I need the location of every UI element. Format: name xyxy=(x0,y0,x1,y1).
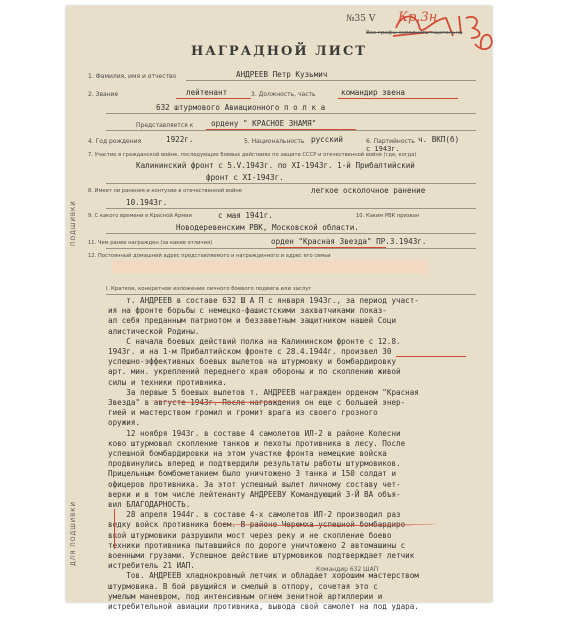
field-1-value: АНДРЕЕВ Петр Кузьмич xyxy=(236,70,328,79)
narrative-line: 28 апреля 1944г. в составе 4-х самолетов ИЛ-2 производил раз xyxy=(108,510,401,520)
narrative-line: вил БЛАГОДАРНОСТЬ. xyxy=(108,500,191,510)
field-6-value: ч. ВКП(б) xyxy=(418,135,460,144)
narrative-line: Тов. АНДРЕЕВ хладнокровный летчик и обладает хорошим мастерством xyxy=(108,571,419,581)
nominated-label: Представляется к xyxy=(136,122,194,129)
field-8-label: 8. Имеет ли ранения и контузии в отечественной войне xyxy=(88,188,242,194)
field-5-label: 5. Национальность xyxy=(244,138,305,145)
narrative-line: продвинулись вперед и подтвердили результаты работы штурмовиков. xyxy=(108,459,401,469)
field-4-value: 1922г. xyxy=(166,135,194,144)
field-8-value-date: 10.1943г. xyxy=(126,198,168,207)
narrative-line: гией и мастерством громил и громит врага из своего грозного xyxy=(108,408,378,418)
header-stamp-text: Все графы заполнять тщательно xyxy=(366,30,463,36)
narrative-line: ал себя преданным патриотом и беззаветным защитником нашей Соци xyxy=(108,316,397,326)
narrative-line: За первые 5 боевых вылетов т. АНДРЕЕВ награжден орденом "Красная xyxy=(108,387,419,397)
field-1-label: 1. Фамилия, имя и отчество xyxy=(88,73,177,80)
field-10-value: Новодеревенским РВК, Московской области. xyxy=(176,223,359,232)
field-5-value: русский xyxy=(311,135,344,144)
field-7-value: Калининский фронт с 5.V.1943г. по XI-1943г. 1-й Прибалтийский xyxy=(136,161,415,170)
field-2-value: лейтенант xyxy=(186,88,228,97)
field-7-value-cont: фронт с XI-1943г. xyxy=(206,173,284,182)
narrative-line: ия на фронте борьбы с немецко-фашистскими захватчиками показ- xyxy=(108,306,387,316)
narrative-line: С начала боевых действий полка на Калининском фронте с 12.8. xyxy=(108,336,401,346)
narrative-line: 1943г. и на 1-м Прибалтийском фронте с 28.4.1944г. произвел 30 xyxy=(108,347,392,357)
field-11-label: 11. Чем ранее награжден (за какие отличия) xyxy=(88,240,213,246)
narrative-line: успешно-эффективных боевых вылетов на штурмовку и бомбардировку xyxy=(108,357,397,367)
narrative-line: техники противника пытавшийся по дороге уничтожено 2 автомашины с xyxy=(108,540,406,550)
narrative-line: штурмовика. В бой рвущийся и смелый в отпору, сочетая это с xyxy=(108,581,378,591)
narrative-text xyxy=(108,296,419,612)
narrative-line: успешной бомбардировки на этом участке фронта немецкие войска xyxy=(108,449,387,459)
field-9-value: с мая 1941г. xyxy=(218,211,273,220)
narrative-line: ково штурмовал скопление танков и пехоты противника в лесу. После xyxy=(108,438,406,448)
field-11-value: орден "Красная Звезда" ПР.3.1943г. xyxy=(271,237,427,246)
field-9-label: 9. С какого времени в Красной Армии xyxy=(88,213,192,219)
section-heading: I. Краткое, конкретное изложение личного боевого подвига или заслуг xyxy=(106,286,312,292)
narrative-line: оружия. xyxy=(108,418,141,428)
narrative-line: верки и в том числе лейтенанту АНДРЕЕВУ Командующий 3-Й ВА объя- xyxy=(108,489,401,499)
side-margin-text xyxy=(64,146,90,566)
narrative-line: 12 ноября 1943г. в составе 4 самолетов ИЛ-2 в районе Колесни xyxy=(108,428,401,438)
field-2-label: 2. Звание xyxy=(88,91,119,98)
redacted-address-area xyxy=(112,260,428,274)
narrative-line: истребитель 21 ИАП. xyxy=(108,561,195,571)
award-sheet xyxy=(66,6,492,612)
document-title: НАГРАДНОЙ ЛИСТ xyxy=(191,44,367,59)
narrative-line: офицеров противника. За этот успешный вылет личному составу чет- xyxy=(108,479,401,489)
field-3-value: командир звена xyxy=(341,88,406,97)
field-3-value-unit: 632 штурмового Авиационного п о л к а xyxy=(156,103,326,112)
side-text-bottom: ДЛЯ ПОДШИВКИ xyxy=(70,501,77,566)
field-4-label: 4. Год рождения xyxy=(88,138,142,145)
field-10-label: 10. Каким РВК призван xyxy=(356,213,420,219)
bottom-stamp: Командир 632 ШАП xyxy=(316,566,379,573)
narrative-line: ведку войск противника боем. В районе Черемха успешной бомбардиро- xyxy=(108,520,410,530)
side-text-top: ПОДШИВКИ xyxy=(70,200,77,246)
field-6-label: 6. Партийность xyxy=(366,138,415,145)
field-8-value: легкое осколочное ранение xyxy=(311,186,426,195)
narrative-line: т. АНДРЕЕВ в составе 632 Ш А П с января 1943г., за период участ- xyxy=(108,296,419,305)
field-7-label: 7. Участие в гражданской войне, последующих боевых действиях по защите СССР и отечественной войне (где, когда) xyxy=(88,152,417,158)
header-handwritten-number: №35 V xyxy=(346,14,376,24)
narrative-line: Прицельным бомбометанием было уничтожено 3 танка и 150 солдат и xyxy=(108,469,397,479)
narrative-line: истребительной авиации противника, вывода свой самолет на под удара. xyxy=(108,602,419,612)
narrative-line: умелым маневром, под интенсивным огнем зенитной артиллерии и xyxy=(108,591,383,601)
narrative-line: силы и техники противника. xyxy=(108,377,227,387)
field-6-value-year: с 1943г. xyxy=(366,145,400,153)
field-12-label: 12. Постоянный домашний адрес представляемого и награжденного и адрес его семьи xyxy=(88,253,331,259)
narrative-line: алистической Родины. xyxy=(108,326,200,336)
nominated-value: ордену " КРАСНОЕ ЗНАМЯ" xyxy=(211,119,317,128)
narrative-line: арт. мин. укреплений переднего края обороны и по скоплению живой xyxy=(108,367,401,377)
narrative-line: Звезда" в августе 1943г. После награждения он еще с большей энер- xyxy=(108,398,406,408)
header-red-note: Кр.3н xyxy=(398,10,438,25)
narrative-line: военными грузами. Успешное действие штурмовиков подтверждает летчик xyxy=(108,551,415,561)
narrative-line: вкой штурмовики разрушили мост через реку и не скопление боево xyxy=(108,530,392,540)
field-3-label: 3. Должность, часть xyxy=(251,91,316,98)
